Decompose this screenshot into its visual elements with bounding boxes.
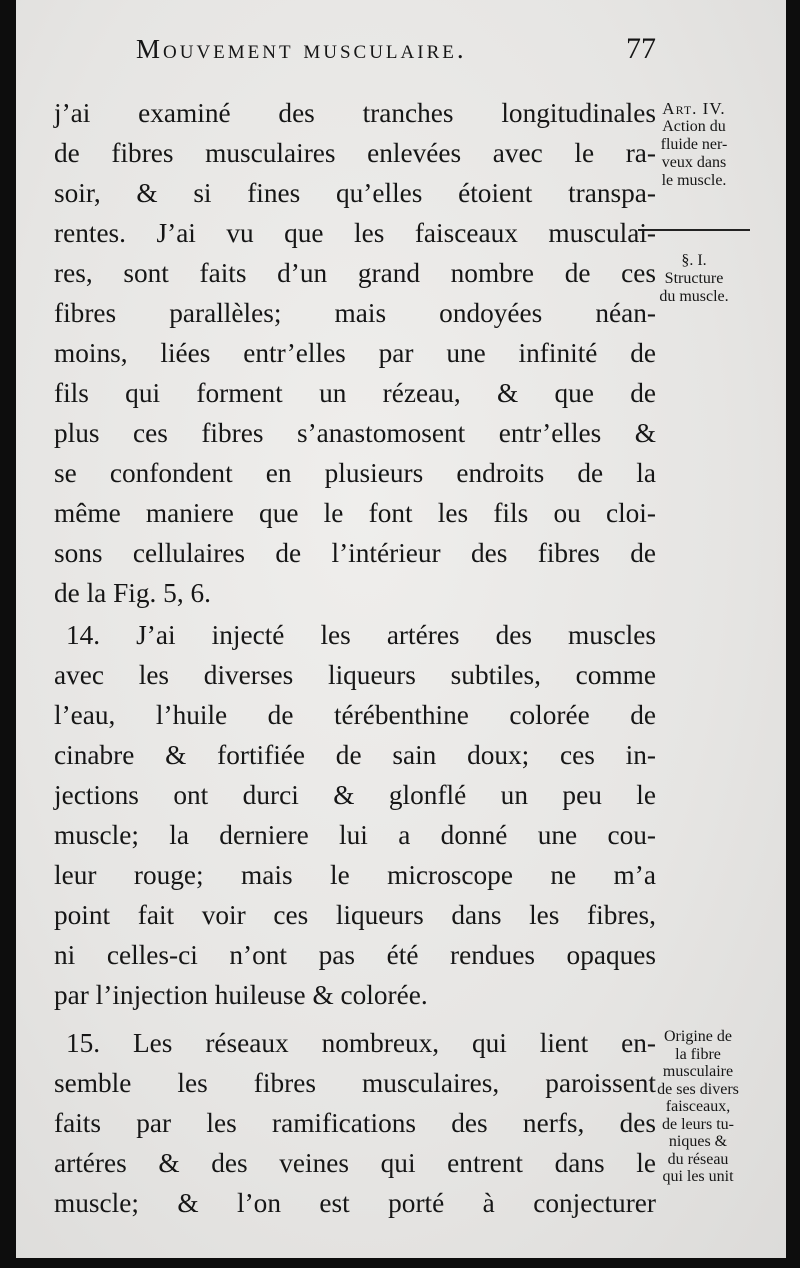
margin-line: de leurs tu- <box>662 1115 734 1133</box>
margin-divider <box>638 229 750 231</box>
text-line: semble les fibres musculaires, paroissent <box>54 1068 656 1098</box>
text-line: leur rouge; mais le microscope ne m’a <box>54 860 656 890</box>
paragraph-14-start: 14. J’ai injecté les artéres des muscles <box>66 620 656 650</box>
text-line: ni celles-ci n’ont pas été rendues opaques <box>54 940 656 970</box>
text-line: artéres & des veines qui entrent dans le <box>54 1148 656 1178</box>
margin-line: du réseau <box>667 1150 729 1168</box>
paragraph-15-start: 15. Les réseaux nombreux, qui lient en- <box>66 1028 656 1058</box>
text-line: avec les diverses liqueurs subtiles, comme <box>54 660 656 690</box>
margin-line: de ses divers <box>657 1080 739 1098</box>
running-title: Mouvement musculaire. <box>136 34 467 64</box>
text-line: plus ces fibres s’anastomosent entr’elles & <box>54 418 656 448</box>
text-line: sons cellulaires de l’intérieur des fibres de <box>54 538 656 568</box>
margin-line: Origine de <box>664 1028 732 1045</box>
text-line: jections ont durci & glonflé un peu le <box>54 780 656 810</box>
text-line: soir, & si fines qu’elles étoient transpa- <box>54 178 656 208</box>
margin-note-section <box>636 252 752 306</box>
margin-note-origin <box>636 1028 760 1186</box>
main-text <box>54 93 656 1223</box>
margin-line: le muscle. <box>661 172 727 189</box>
margin-line: niques & <box>668 1133 728 1150</box>
book-page <box>16 0 786 1258</box>
margin-note-article <box>636 100 752 190</box>
text-line: par l’injection huileuse & colorée. <box>54 980 428 1010</box>
text-line: fibres parallèles; mais ondoyées néan- <box>54 298 656 328</box>
text-line: rentes. J’ai vu que les faisceaux musculai- <box>54 218 656 248</box>
text-line: l’eau, l’huile de térébenthine colorée de <box>54 700 656 730</box>
margin-line: la fibre <box>675 1045 721 1063</box>
text-line: même maniere que le font les fils ou cloi- <box>54 498 656 528</box>
text-line: de fibres musculaires enlevées avec le ra- <box>54 138 656 168</box>
margin-line: du muscle. <box>659 288 729 305</box>
section-number: §. I. <box>681 252 707 269</box>
text-line: point fait voir ces liqueurs dans les fibres, <box>54 900 656 930</box>
margin-line: fluide ner- <box>660 136 728 153</box>
text-line: se confondent en plusieurs endroits de la <box>54 458 656 488</box>
text-line: moins, liées entr’elles par une infinité de <box>54 338 656 368</box>
page-number: 77 <box>626 32 656 65</box>
text-line: res, sont faits d’un grand nombre de ces <box>54 258 656 288</box>
margin-line: faisceaux, <box>665 1098 731 1115</box>
article-number: Art. IV. <box>662 99 726 118</box>
margin-line: Action du <box>662 118 726 135</box>
text-line: faits par les ramifications des nerfs, des <box>54 1108 656 1138</box>
page-header <box>136 34 656 74</box>
text-line: de la Fig. 5, 6. <box>54 578 211 608</box>
text-line: cinabre & fortifiée de sain doux; ces in- <box>54 740 656 770</box>
text-line: fils qui forment un rézeau, & que de <box>54 378 656 408</box>
margin-line: veux dans <box>661 154 727 171</box>
text-line: muscle; la derniere lui a donné une cou- <box>54 820 656 850</box>
text-line: j’ai examiné des tranches longitudinales <box>54 98 656 128</box>
text-line: muscle; & l’on est porté à conjecturer <box>54 1188 656 1218</box>
margin-line: Structure <box>664 270 724 287</box>
margin-line: musculaire <box>662 1063 734 1080</box>
margin-line: qui les unit <box>662 1168 734 1185</box>
